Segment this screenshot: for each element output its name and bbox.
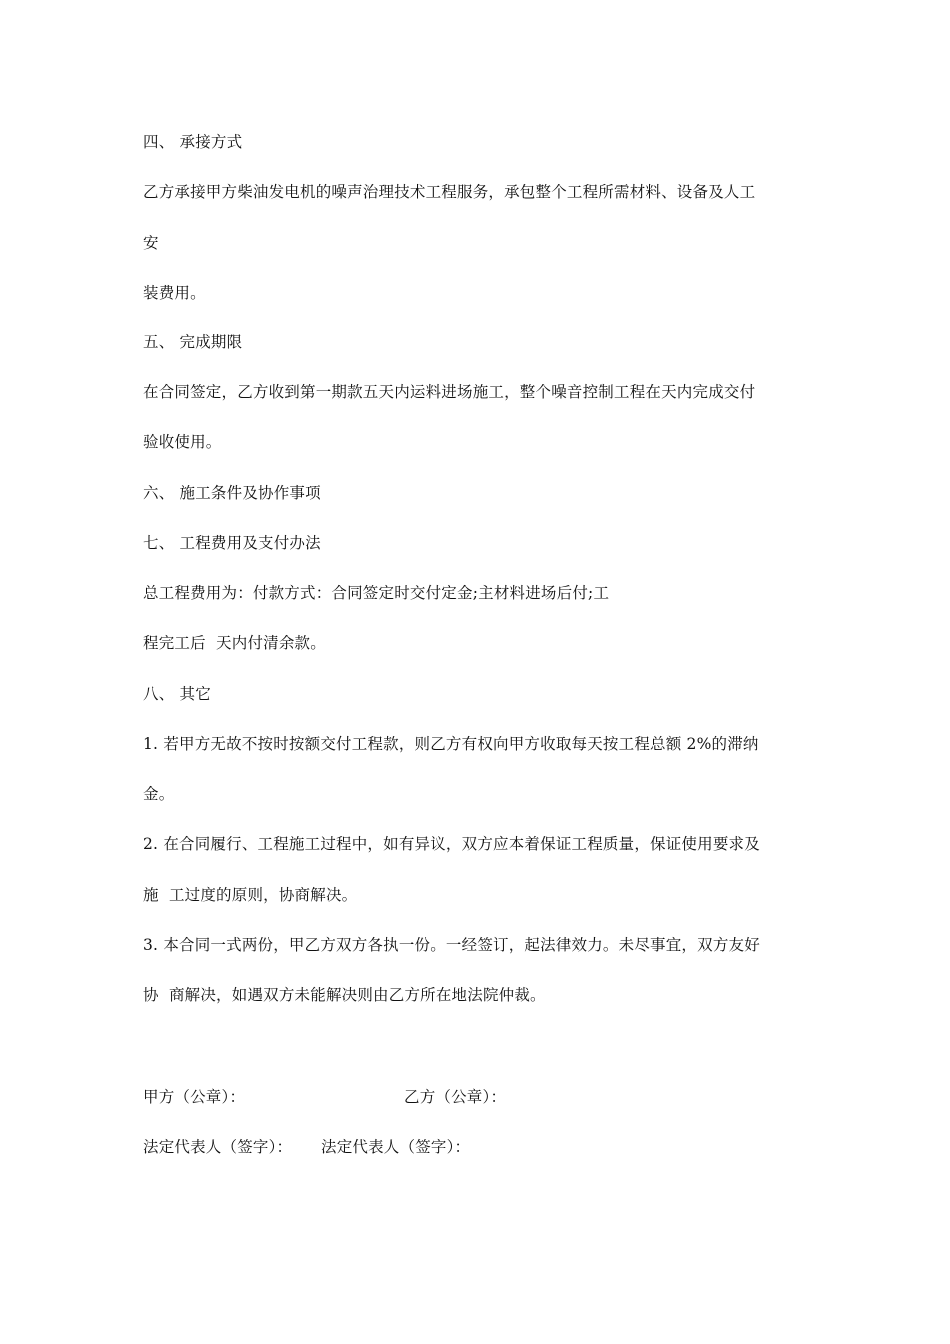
- paragraph-line: 程完工后 天内付清余款。: [143, 634, 326, 652]
- clause-line: 3. 本合同一式两份，甲乙方双方各执一份。一经签订，起法律效力。未尽事宜，双方友好: [143, 936, 760, 954]
- party-a-seal-label: 甲方（公章）：: [143, 1088, 246, 1106]
- clause-line: 1. 若甲方无故不按时按额交付工程款，则乙方有权向甲方收取每天按工程总额 2%的滞纳: [143, 735, 759, 753]
- paragraph-line: 验收使用。: [143, 433, 222, 451]
- paragraph-line: 总工程费用为：付款方式：合同签定时交付定金;主材料进场后付;工: [143, 584, 610, 602]
- paragraph-line: 安: [143, 234, 159, 252]
- paragraph-line: 在合同签定，乙方收到第一期款五天内运料进场施工，整个噪音控制工程在天内完成交付: [143, 383, 756, 401]
- party-a-rep-label: 法定代表人（签字）：: [143, 1138, 293, 1156]
- section-heading-7: 七、 工程费用及支付办法: [143, 534, 321, 552]
- clause-line: 协 商解决，如遇双方未能解决则由乙方所在地法院仲裁。: [143, 986, 546, 1004]
- party-b-rep-label: 法定代表人（签字）：: [321, 1138, 471, 1156]
- section-heading-8: 八、 其它: [143, 685, 211, 703]
- clause-line: 施 工过度的原则，协商解决。: [143, 886, 358, 904]
- section-heading-5: 五、 完成期限: [143, 333, 243, 351]
- clause-line: 2. 在合同履行、工程施工过程中，如有异议，双方应本着保证工程质量，保证使用要求及: [143, 835, 760, 853]
- paragraph-line: 装费用。: [143, 284, 206, 302]
- section-heading-4: 四、 承接方式: [143, 133, 243, 151]
- clause-line: 金。: [143, 785, 175, 803]
- party-b-seal-label: 乙方（公章）：: [404, 1088, 507, 1106]
- section-heading-6: 六、 施工条件及协作事项: [143, 484, 321, 502]
- paragraph-line: 乙方承接甲方柴油发电机的噪声治理技术工程服务，承包整个工程所需材料、设备及人工: [143, 183, 756, 201]
